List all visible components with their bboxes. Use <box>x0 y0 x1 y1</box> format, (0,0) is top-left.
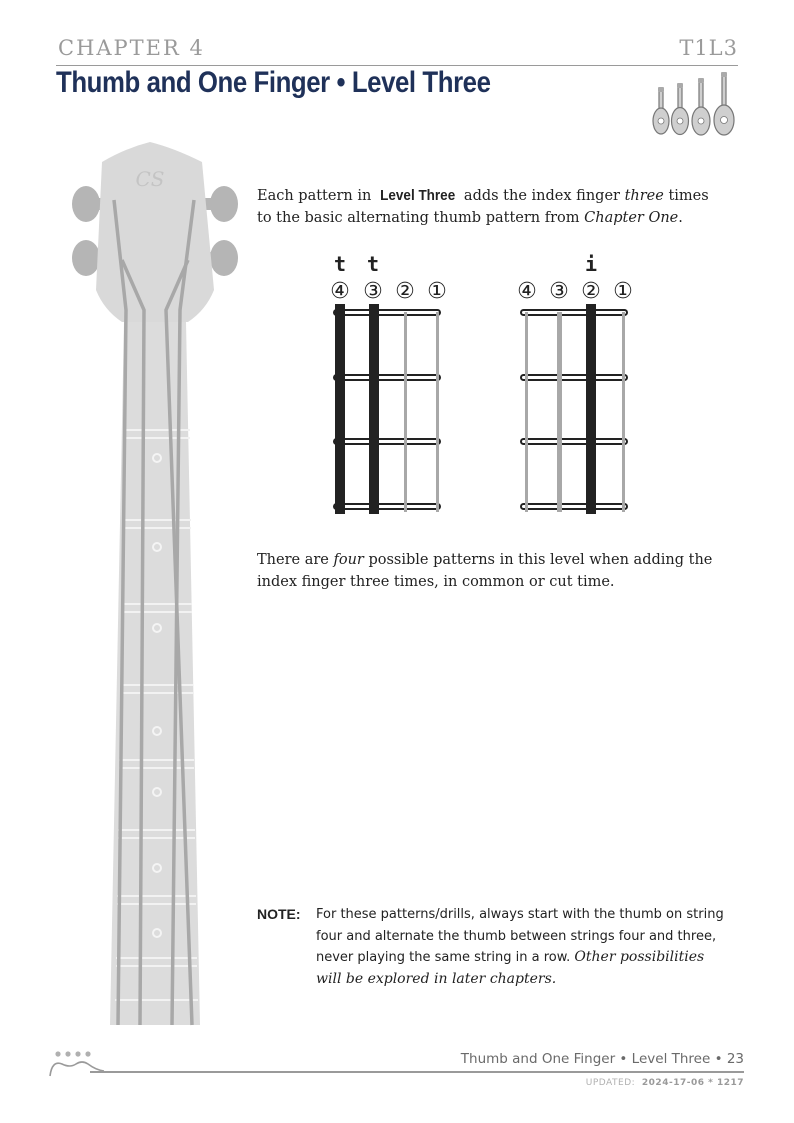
ukulele-family-icon <box>652 71 742 137</box>
footer-ornament <box>46 1046 106 1078</box>
string-3 <box>557 312 562 512</box>
string-number: ④ <box>330 279 350 304</box>
string-number: ③ <box>363 279 383 304</box>
page-title: Thumb and One Finger • Level Three <box>56 66 491 99</box>
string-1 <box>622 312 625 512</box>
diagram-right <box>521 304 627 514</box>
string-2 <box>404 312 407 512</box>
string-number: ① <box>613 279 633 304</box>
intro-paragraph: Each pattern in Level Three adds the index finger three times to the basic alternating thumb pattern from Chapter One. <box>257 187 709 226</box>
lesson-code: T1L3 <box>679 36 738 60</box>
note-text: For these patterns/drills, always start with the thumb on string four and alternate the thumb between strings four and three, never playing the same string in a row. Other possibilities will be explored in later chapters. <box>316 907 724 987</box>
footer-divider <box>90 1071 744 1073</box>
updated-stamp: UPDATED: 2024-17-06 * 1217 <box>585 1078 744 1088</box>
string-1 <box>436 312 439 512</box>
string-number: ② <box>581 279 601 304</box>
string-number: ③ <box>549 279 569 304</box>
note-block <box>257 904 727 990</box>
string-number: ① <box>427 279 447 304</box>
string-4-highlight <box>335 304 345 514</box>
string-4 <box>525 312 528 512</box>
string-number: ④ <box>517 279 537 304</box>
finger-label: t <box>333 252 347 276</box>
string-diagrams <box>320 250 660 520</box>
headstock-logo: CS <box>135 167 165 191</box>
string-3-highlight <box>369 304 379 514</box>
string-number: ② <box>395 279 415 304</box>
ukulele-neck-illustration <box>66 140 246 1030</box>
note-label: NOTE: <box>257 906 301 922</box>
chapter-label: CHAPTER 4 <box>58 36 205 60</box>
string-2-highlight <box>586 304 596 514</box>
diagram-left <box>334 304 440 514</box>
body-paragraph: There are four possible patterns in this level when adding the index finger three times, in common or cut time. <box>257 552 713 590</box>
finger-label: t <box>366 252 380 276</box>
footer-page-label: Thumb and One Finger • Level Three • 23 <box>460 1051 744 1067</box>
finger-label: i <box>584 252 598 276</box>
